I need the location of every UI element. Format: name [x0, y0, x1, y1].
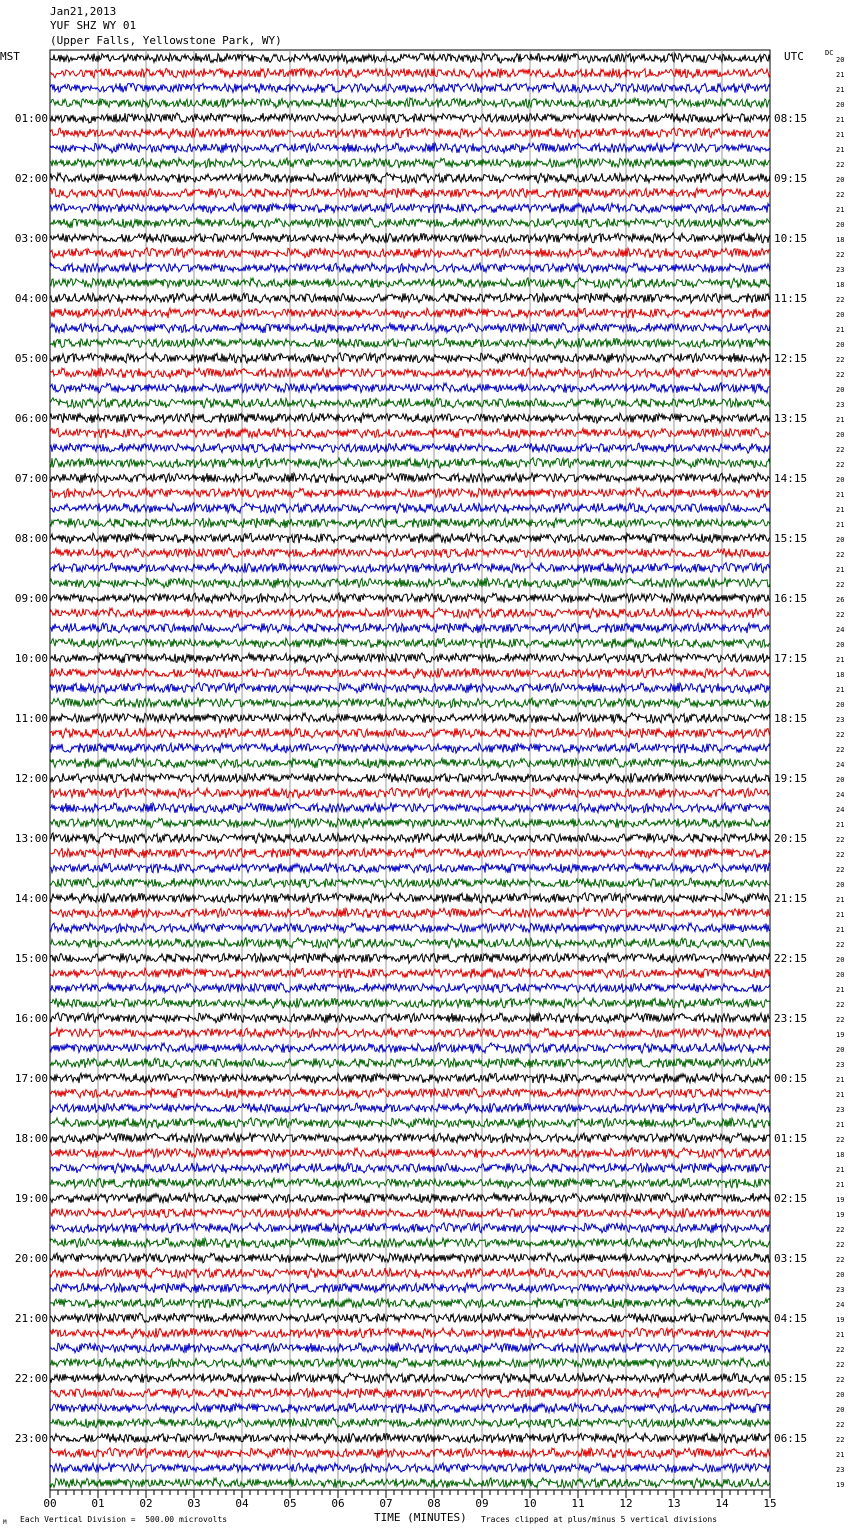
mst-hour-label: 17:00	[14, 1072, 48, 1085]
trace-line	[50, 113, 770, 123]
dc-offset-label: 22	[836, 1346, 845, 1354]
dc-offset-label: 24	[836, 1301, 845, 1309]
trace-line	[50, 53, 770, 63]
x-tick-label: 15	[763, 1497, 777, 1510]
dc-offset-label: 22	[836, 1436, 845, 1444]
trace-line	[50, 1208, 770, 1218]
dc-offset-label: 20	[836, 971, 845, 979]
trace-line	[50, 1163, 770, 1173]
trace-line	[50, 1463, 770, 1473]
trace-line	[50, 1433, 770, 1443]
trace-line	[50, 1358, 770, 1368]
utc-hour-label: 13:15	[774, 412, 808, 425]
left-axis-title: MST	[0, 50, 20, 63]
dc-offset-label: 19	[836, 1031, 845, 1039]
dc-offset-label: 20	[836, 881, 845, 889]
utc-hour-label: 16:15	[774, 592, 808, 605]
dc-offset-label: 22	[836, 611, 845, 619]
footer-mark: M	[3, 1519, 7, 1526]
dc-offset-label: 20	[836, 311, 845, 319]
dc-offset-label: 21	[836, 566, 845, 574]
trace-line	[50, 638, 770, 648]
dc-offset-label: 23	[836, 401, 845, 409]
dc-offset-label: 20	[836, 536, 845, 544]
dc-offset-label: 24	[836, 626, 845, 634]
dc-offset-label: 22	[836, 356, 845, 364]
trace-line	[50, 1388, 770, 1398]
mst-hour-label: 19:00	[14, 1192, 48, 1205]
dc-offset-label: 22	[836, 551, 845, 559]
utc-hour-label: 05:15	[774, 1372, 808, 1385]
dc-offset-label: 21	[836, 506, 845, 514]
trace-line	[50, 1343, 770, 1353]
trace-line	[50, 833, 770, 843]
trace-line	[50, 668, 770, 678]
mst-hour-label: 06:00	[14, 412, 48, 425]
trace-line	[50, 338, 770, 348]
trace-line	[50, 443, 770, 453]
dc-offset-label: 21	[836, 1076, 845, 1084]
trace-line	[50, 413, 770, 423]
trace-line	[50, 953, 770, 963]
mst-hour-label: 15:00	[14, 952, 48, 965]
dc-offset-label: 21	[836, 326, 845, 334]
trace-line	[50, 473, 770, 483]
trace-line	[50, 1253, 770, 1263]
dc-offset-label: 18	[836, 1151, 845, 1159]
dc-offset-label: 22	[836, 1361, 845, 1369]
dc-offset-label: 21	[836, 416, 845, 424]
trace-line	[50, 1013, 770, 1023]
trace-line	[50, 1403, 770, 1413]
trace-line	[50, 803, 770, 813]
dc-offset-header: DC	[825, 49, 834, 57]
dc-offset-label: 21	[836, 1091, 845, 1099]
utc-hour-label: 08:15	[774, 112, 808, 125]
x-tick-label: 10	[523, 1497, 537, 1510]
x-tick-label: 02	[139, 1497, 153, 1510]
dc-offset-label: 21	[836, 896, 845, 904]
trace-line	[50, 878, 770, 888]
dc-offset-label: 23	[836, 1466, 845, 1474]
dc-offset-label: 20	[836, 1391, 845, 1399]
utc-hour-label: 17:15	[774, 652, 808, 665]
trace-line	[50, 923, 770, 933]
trace-line	[50, 1283, 770, 1293]
dc-offset-label: 21	[836, 1331, 845, 1339]
trace-line	[50, 233, 770, 243]
dc-offset-label: 21	[836, 206, 845, 214]
utc-hour-label: 00:15	[774, 1072, 808, 1085]
utc-hour-label: 01:15	[774, 1132, 808, 1145]
utc-hour-label: 10:15	[774, 232, 808, 245]
utc-hour-label: 18:15	[774, 712, 808, 725]
trace-line	[50, 68, 770, 78]
x-tick-label: 09	[475, 1497, 489, 1510]
trace-line	[50, 968, 770, 978]
utc-hour-label: 14:15	[774, 472, 808, 485]
dc-offset-label: 22	[836, 866, 845, 874]
trace-line	[50, 1298, 770, 1308]
trace-line	[50, 173, 770, 183]
dc-offset-label: 22	[836, 1001, 845, 1009]
dc-offset-label: 22	[836, 161, 845, 169]
trace-line	[50, 983, 770, 993]
utc-hour-label: 19:15	[774, 772, 808, 785]
trace-line	[50, 1178, 770, 1188]
dc-offset-label: 18	[836, 671, 845, 679]
dc-offset-label: 21	[836, 1121, 845, 1129]
trace-line	[50, 743, 770, 753]
utc-hour-label: 06:15	[774, 1432, 808, 1445]
trace-line	[50, 1088, 770, 1098]
dc-offset-label: 22	[836, 851, 845, 859]
trace-line	[50, 1313, 770, 1323]
dc-offset-label: 20	[836, 1406, 845, 1414]
dc-offset-label: 21	[836, 821, 845, 829]
dc-offset-label: 21	[836, 926, 845, 934]
mst-hour-label: 10:00	[14, 652, 48, 665]
record-date: Jan21,2013	[50, 5, 117, 18]
x-tick-label: 01	[91, 1497, 105, 1510]
x-tick-label: 00	[43, 1497, 57, 1510]
trace-line	[50, 593, 770, 603]
mst-hour-label: 21:00	[14, 1312, 48, 1325]
dc-offset-label: 22	[836, 296, 845, 304]
trace-line	[50, 653, 770, 663]
dc-offset-label: 21	[836, 146, 845, 154]
x-tick-label: 13	[667, 1497, 681, 1510]
x-tick-label: 06	[331, 1497, 345, 1510]
dc-offset-label: 22	[836, 581, 845, 589]
trace-line	[50, 218, 770, 228]
dc-offset-label: 21	[836, 1181, 845, 1189]
trace-line	[50, 488, 770, 498]
dc-offset-label: 20	[836, 701, 845, 709]
trace-line	[50, 533, 770, 543]
trace-line	[50, 818, 770, 828]
trace-line	[50, 158, 770, 168]
trace-line	[50, 428, 770, 438]
dc-offset-label: 20	[836, 56, 845, 64]
mst-hour-label: 03:00	[14, 232, 48, 245]
trace-line	[50, 1373, 770, 1383]
mst-hour-label: 02:00	[14, 172, 48, 185]
trace-line	[50, 908, 770, 918]
trace-line	[50, 1223, 770, 1233]
mst-hour-label: 01:00	[14, 112, 48, 125]
trace-line	[50, 1133, 770, 1143]
dc-offset-label: 20	[836, 476, 845, 484]
trace-line	[50, 1058, 770, 1068]
trace-line	[50, 308, 770, 318]
dc-offset-label: 22	[836, 941, 845, 949]
mst-hour-label: 22:00	[14, 1372, 48, 1385]
trace-line	[50, 83, 770, 93]
trace-line	[50, 1193, 770, 1203]
dc-offset-label: 22	[836, 1241, 845, 1249]
dc-offset-label: 19	[836, 1316, 845, 1324]
dc-offset-label: 20	[836, 341, 845, 349]
dc-offset-label: 20	[836, 641, 845, 649]
dc-offset-label: 24	[836, 806, 845, 814]
dc-offset-label: 21	[836, 656, 845, 664]
trace-line	[50, 938, 770, 948]
trace-line	[50, 383, 770, 393]
dc-offset-label: 26	[836, 596, 845, 604]
dc-offset-label: 21	[836, 911, 845, 919]
trace-line	[50, 398, 770, 408]
utc-hour-label: 04:15	[774, 1312, 808, 1325]
dc-offset-label: 19	[836, 1211, 845, 1219]
dc-offset-label: 22	[836, 731, 845, 739]
dc-offset-label: 22	[836, 446, 845, 454]
trace-line	[50, 353, 770, 363]
mst-hour-label: 08:00	[14, 532, 48, 545]
mst-hour-label: 05:00	[14, 352, 48, 365]
dc-offset-label: 22	[836, 1226, 845, 1234]
trace-line	[50, 1148, 770, 1158]
trace-line	[50, 578, 770, 588]
dc-offset-label: 23	[836, 1061, 845, 1069]
trace-line	[50, 188, 770, 198]
dc-offset-label: 22	[836, 461, 845, 469]
mst-hour-label: 13:00	[14, 832, 48, 845]
dc-offset-label: 23	[836, 716, 845, 724]
dc-offset-label: 22	[836, 836, 845, 844]
trace-line	[50, 1328, 770, 1338]
trace-line	[50, 1043, 770, 1053]
dc-offset-label: 20	[836, 386, 845, 394]
dc-offset-label: 21	[836, 686, 845, 694]
x-tick-label: 08	[427, 1497, 441, 1510]
trace-line	[50, 1478, 770, 1488]
trace-line	[50, 458, 770, 468]
trace-line	[50, 1238, 770, 1248]
mst-hour-label: 14:00	[14, 892, 48, 905]
dc-offset-label: 22	[836, 1421, 845, 1429]
trace-line	[50, 1073, 770, 1083]
trace-line	[50, 368, 770, 378]
mst-hour-label: 04:00	[14, 292, 48, 305]
dc-offset-label: 24	[836, 791, 845, 799]
station-code: YUF SHZ WY 01	[50, 19, 137, 32]
x-tick-label: 03	[187, 1497, 201, 1510]
x-tick-label: 12	[619, 1497, 633, 1510]
dc-offset-label: 21	[836, 116, 845, 124]
mst-hour-label: 20:00	[14, 1252, 48, 1265]
dc-offset-label: 23	[836, 266, 845, 274]
dc-offset-label: 23	[836, 1106, 845, 1114]
clip-note: Traces clipped at plus/minus 5 vertical divisions	[481, 1515, 718, 1524]
dc-offset-label: 21	[836, 86, 845, 94]
dc-offset-label: 21	[836, 1166, 845, 1174]
dc-offset-label: 21	[836, 491, 845, 499]
dc-offset-label: 23	[836, 1286, 845, 1294]
dc-offset-label: 21	[836, 521, 845, 529]
trace-line	[50, 893, 770, 903]
dc-offset-label: 22	[836, 746, 845, 754]
mst-hour-label: 18:00	[14, 1132, 48, 1145]
x-tick-label: 04	[235, 1497, 249, 1510]
trace-line	[50, 773, 770, 783]
trace-line	[50, 728, 770, 738]
x-axis-label: TIME (MINUTES)	[374, 1511, 467, 1524]
dc-offset-label: 22	[836, 371, 845, 379]
trace-line	[50, 863, 770, 873]
mst-hour-label: 09:00	[14, 592, 48, 605]
trace-line	[50, 503, 770, 513]
trace-line	[50, 518, 770, 528]
trace-line	[50, 788, 770, 798]
trace-line	[50, 128, 770, 138]
trace-line	[50, 1028, 770, 1038]
trace-line	[50, 1118, 770, 1128]
station-location: (Upper Falls, Yellowstone Park, WY)	[50, 34, 282, 47]
dc-offset-label: 21	[836, 71, 845, 79]
dc-offset-label: 21	[836, 1451, 845, 1459]
trace-line	[50, 293, 770, 303]
mst-hour-label: 16:00	[14, 1012, 48, 1025]
trace-line	[50, 143, 770, 153]
trace-line	[50, 623, 770, 633]
trace-line	[50, 713, 770, 723]
trace-line	[50, 1103, 770, 1113]
trace-line	[50, 698, 770, 708]
trace-line	[50, 998, 770, 1008]
scale-note: Each Vertical Division = 500.00 microvolts	[20, 1515, 228, 1524]
dc-offset-label: 21	[836, 131, 845, 139]
dc-offset-label: 20	[836, 431, 845, 439]
mst-hour-label: 12:00	[14, 772, 48, 785]
trace-line	[50, 683, 770, 693]
dc-offset-label: 24	[836, 761, 845, 769]
mst-hour-label: 23:00	[14, 1432, 48, 1445]
x-tick-label: 11	[571, 1497, 585, 1510]
dc-offset-label: 22	[836, 251, 845, 259]
trace-line	[50, 98, 770, 108]
utc-hour-label: 21:15	[774, 892, 808, 905]
trace-line	[50, 263, 770, 273]
dc-offset-label: 19	[836, 1196, 845, 1204]
dc-offset-label: 19	[836, 1481, 845, 1489]
dc-offset-label: 22	[836, 1016, 845, 1024]
dc-offset-label: 22	[836, 1136, 845, 1144]
trace-line	[50, 563, 770, 573]
utc-hour-label: 11:15	[774, 292, 808, 305]
utc-hour-label: 12:15	[774, 352, 808, 365]
dc-offset-label: 22	[836, 1256, 845, 1264]
right-axis-title: UTC	[784, 50, 804, 63]
trace-line	[50, 323, 770, 333]
mst-hour-label: 07:00	[14, 472, 48, 485]
dc-offset-label: 18	[836, 236, 845, 244]
utc-hour-label: 23:15	[774, 1012, 808, 1025]
x-tick-label: 05	[283, 1497, 297, 1510]
mst-hour-label: 11:00	[14, 712, 48, 725]
x-tick-label: 07	[379, 1497, 393, 1510]
trace-line	[50, 608, 770, 618]
dc-offset-label: 22	[836, 1376, 845, 1384]
trace-line	[50, 278, 770, 288]
dc-offset-label: 20	[836, 176, 845, 184]
trace-line	[50, 248, 770, 258]
dc-offset-label: 20	[836, 1271, 845, 1279]
trace-line	[50, 1268, 770, 1278]
utc-hour-label: 09:15	[774, 172, 808, 185]
utc-hour-label: 02:15	[774, 1192, 808, 1205]
trace-line	[50, 758, 770, 768]
x-tick-label: 14	[715, 1497, 729, 1510]
trace-line	[50, 548, 770, 558]
trace-line	[50, 848, 770, 858]
utc-hour-label: 03:15	[774, 1252, 808, 1265]
dc-offset-label: 20	[836, 1046, 845, 1054]
trace-line	[50, 203, 770, 213]
dc-offset-label: 20	[836, 101, 845, 109]
utc-hour-label: 15:15	[774, 532, 808, 545]
dc-offset-label: 18	[836, 281, 845, 289]
utc-hour-label: 20:15	[774, 832, 808, 845]
trace-line	[50, 1418, 770, 1428]
dc-offset-label: 20	[836, 956, 845, 964]
dc-offset-label: 20	[836, 776, 845, 784]
dc-offset-label: 21	[836, 986, 845, 994]
utc-hour-label: 22:15	[774, 952, 808, 965]
trace-line	[50, 1448, 770, 1458]
dc-offset-label: 22	[836, 191, 845, 199]
dc-offset-label: 20	[836, 221, 845, 229]
